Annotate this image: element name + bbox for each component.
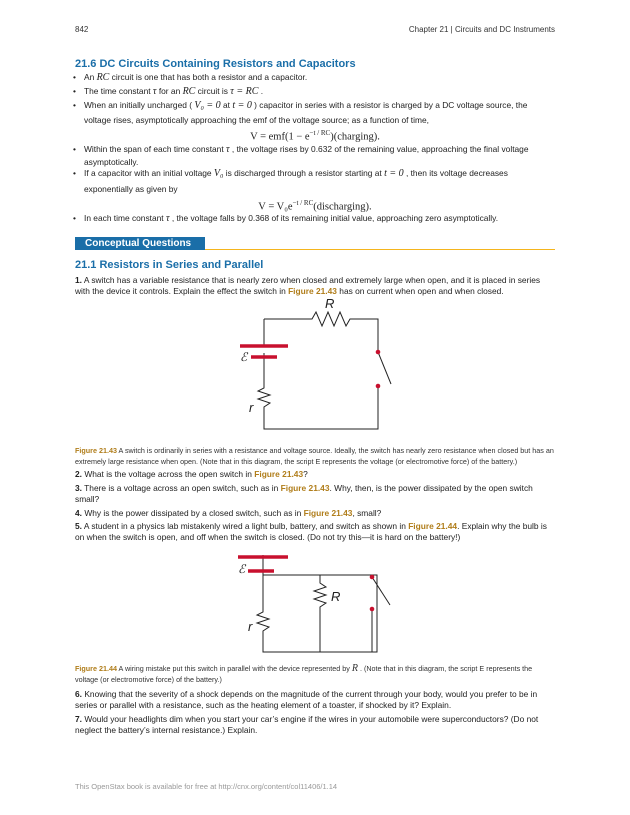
- figure-link-21-43[interactable]: Figure 21.43: [288, 286, 337, 296]
- question-2: 2. What is the voltage across the open switch in Figure 21.43?: [75, 469, 308, 479]
- page-number: 842: [75, 25, 89, 34]
- equation-charging: $V = emf(1 - e^{-t / RC})(charging)$.: [250, 129, 380, 143]
- footer-availability: This OpenStax book is available for free at http://cnx.org/content/col11406/1.14: [75, 782, 338, 791]
- switch-contact-bottom: [370, 607, 375, 612]
- label-emf: ℰ: [238, 562, 246, 576]
- parallel-resistor-R: [314, 575, 326, 652]
- internal-resistor-r: [257, 573, 269, 635]
- caption-label-21-43: Figure 21.43: [75, 446, 117, 455]
- conceptual-questions-label: Conceptual Questions: [75, 237, 205, 250]
- figure-21-43-circuit: [200, 295, 410, 435]
- bullet-discharging: • If a capacitor with an initial voltage V₀ is discharged through a resistor starting at t = 0 , then its voltage decreases exponentially as given by: [84, 167, 554, 198]
- bullet-charging: • When an initially uncharged ( V₀ = 0 at t = 0 ) capacitor in series with a resistor is charged by a DC voltage source, the voltage rises, asymptotically approaching the emf of the voltage source; as a function of time,: [84, 99, 554, 128]
- switch-contact-bottom: [376, 384, 381, 389]
- question-3: 3. There is a voltage across an open switch, such as in Figure 21.43. Why, then, is the power dissipated by the open switch small?: [75, 483, 533, 504]
- figure-link-21-43[interactable]: Figure 21.43: [280, 483, 330, 493]
- label-r: r: [249, 400, 254, 415]
- chapter-header: Chapter 21 | Circuits and DC Instruments: [408, 25, 555, 34]
- bullet-rise-fraction: • Within the span of each time constant τ , the voltage rises by 0.632 of the remaining value, approaching the final voltage asymptotically.: [84, 143, 554, 169]
- question-7: 7. Would your headlights dim when you start your car’s engine if the wires in your automobile were superconductors? (Do not neglect the battery’s internal resistance.) Explain.: [75, 714, 539, 735]
- figure-link-21-43[interactable]: Figure 21.43: [254, 469, 304, 479]
- switch-blade: [378, 352, 391, 384]
- label-r: r: [248, 619, 253, 634]
- conceptual-questions-banner: [75, 237, 555, 250]
- question-1: 1. A switch has a variable resistance that is nearly zero when closed and extremely large when open, and it is placed in series with the device it controls. Explain the effect the switch in Figure 21.43 has on current when open and when closed.: [75, 275, 541, 296]
- figure-link-21-43[interactable]: Figure 21.43: [303, 508, 353, 518]
- section-title-21-6: 21.6 DC Circuits Containing Resistors and Capacitors: [75, 58, 356, 70]
- label-R: R: [331, 589, 341, 604]
- caption-label-21-44: Figure 21.44: [75, 664, 117, 673]
- question-4: 4. Why is the power dissipated by a closed switch, such as in Figure 21.43, small?: [75, 508, 382, 518]
- figure-21-43-caption: Figure 21.43 A switch is ordinarily in series with a resistance and voltage source. Ideally, the switch has nearly zero resistance when closed but has an extremely large resistance when open. (Note that in this diagram, the script E represents the voltage (or electromotive force) of the battery.): [75, 446, 554, 466]
- bullet-rc-definition: • An RC circuit is one that has both a resistor and a capacitor.: [84, 71, 554, 84]
- switch-contact-top: [376, 350, 381, 355]
- internal-resistor-r: [258, 353, 270, 411]
- equation-discharging: $V = V_0e^{-t / RC}(discharging)$.: [258, 199, 372, 213]
- question-6: 6. Knowing that the severity of a shock depends on the magnitude of the current through your body, would you prefer to be in series or parallel with a resistance, such as the heating element of a toaster, if shocked by it? Explain.: [75, 689, 538, 710]
- label-emf: ℰ: [240, 350, 248, 364]
- bottom-wire: [264, 386, 378, 429]
- bullet-fall-fraction: • In each time constant τ , the voltage falls by 0.368 of its remaining initial value, approaching zero asymptotically.: [84, 212, 554, 225]
- figure-21-44-circuit: [220, 545, 400, 657]
- label-R: R: [325, 296, 335, 311]
- figure-21-44-caption: Figure 21.44 A wiring mistake put this switch in parallel with the device represented by R . (Note that in this diagram, the script E represents the voltage (or electromotive force) of the battery.): [75, 663, 533, 684]
- switch-blade: [372, 577, 390, 605]
- figure-link-21-44[interactable]: Figure 21.44: [408, 521, 458, 531]
- section-title-21-1: 21.1 Resistors in Series and Parallel: [75, 259, 264, 271]
- switch-contact-top: [370, 575, 375, 580]
- question-5: 5. A student in a physics lab mistakenly wired a light bulb, battery, and switch as shown in Figure 21.44. Explain why the bulb is on when the switch is open, and off when the switch is closed. (Do not try this—it is hard on the battery!): [75, 521, 547, 542]
- bullet-time-constant: • The time constant τ for an RC circuit is τ = RC .: [84, 85, 554, 98]
